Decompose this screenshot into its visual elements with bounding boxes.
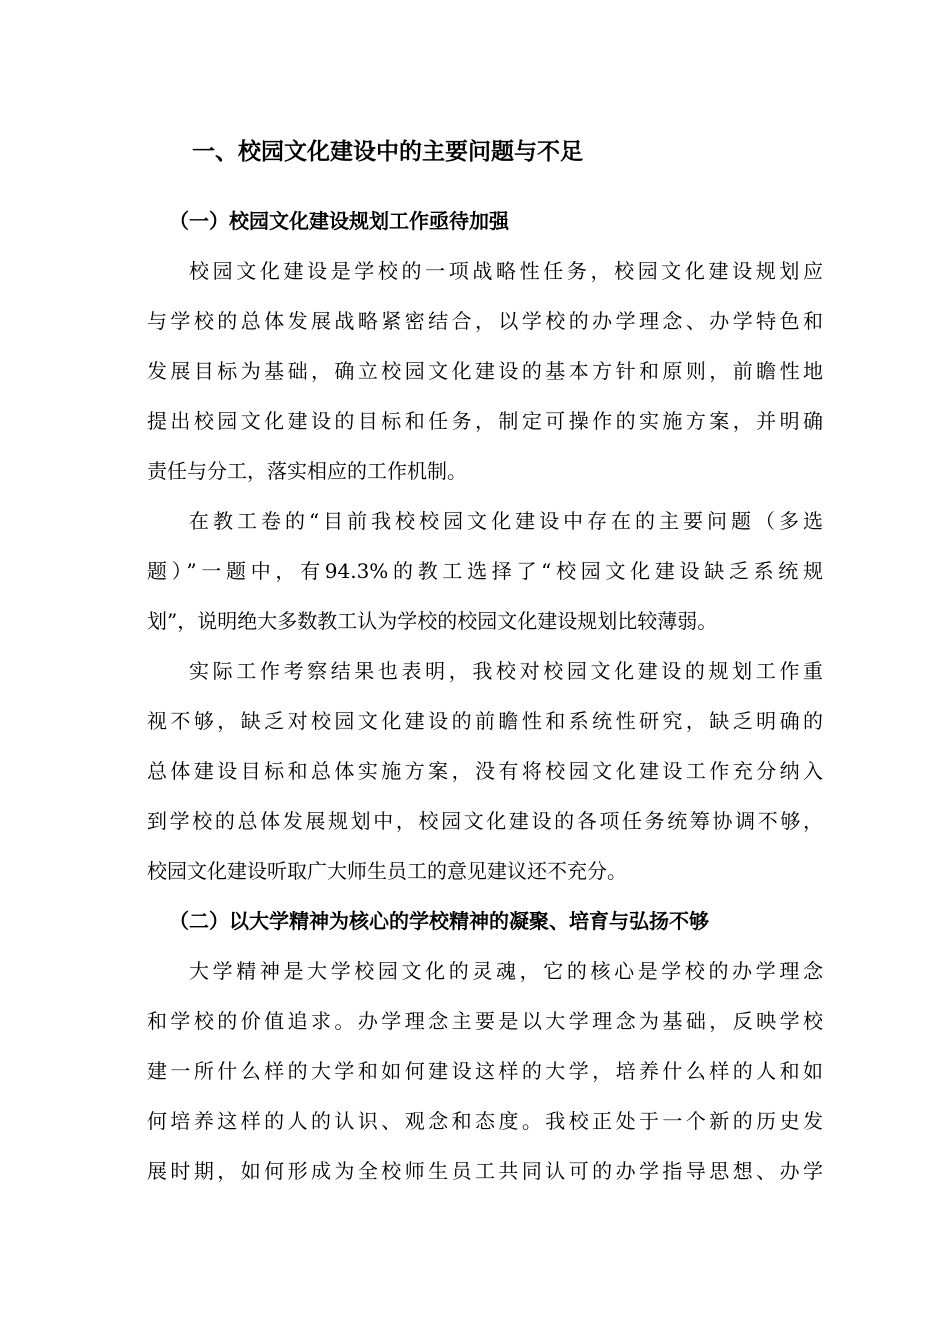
paragraph-line: 校园文化建设是学校的一项战略性任务，校园文化建设规划应	[189, 259, 823, 283]
section-heading-2: （二）以大学精神为核心的学校精神的凝聚、培育与弘扬不够	[169, 909, 709, 933]
section-heading-1: （一）校园文化建设规划工作亟待加强	[169, 209, 509, 233]
paragraph-line: 总体建设目标和总体实施方案，没有将校园文化建设工作充分纳入	[147, 759, 823, 783]
paragraph-line: 责任与分工，落实相应的工作机制。	[147, 459, 467, 483]
heading-main: 一、校园文化建设中的主要问题与不足	[192, 139, 583, 165]
paragraph-line: 何培养这样的人的认识、观念和态度。我校正处于一个新的历史发	[147, 1109, 823, 1133]
document-body	[147, 128, 823, 1196]
paragraph	[147, 946, 823, 1196]
paragraph-line: 划”，说明绝大多数教工认为学校的校园文化建设规划比较薄弱。	[147, 609, 718, 633]
paragraph	[147, 646, 823, 896]
paragraph-line: 视不够，缺乏对校园文化建设的前瞻性和系统性研究，缺乏明确的	[147, 709, 823, 733]
paragraph	[147, 246, 823, 496]
paragraph-line: 建一所什么样的大学和如何建设这样的大学，培养什么样的人和如	[147, 1059, 823, 1083]
paragraph-line: 和学校的价值追求。办学理念主要是以大学理念为基础，反映学校	[147, 1009, 823, 1033]
paragraph	[147, 496, 823, 646]
paragraph-line: 发展目标为基础，确立校园文化建设的基本方针和原则，前瞻性地	[147, 359, 823, 383]
paragraph-line: 大学精神是大学校园文化的灵魂，它的核心是学校的办学理念	[189, 959, 823, 983]
paragraph-line: 到学校的总体发展规划中，校园文化建设的各项任务统筹协调不够，	[147, 809, 823, 833]
paragraph-line: 在教工卷的“目前我校校园文化建设中存在的主要问题（多选	[189, 509, 823, 533]
paragraph-line: 提出校园文化建设的目标和任务，制定可操作的实施方案，并明确	[147, 409, 823, 433]
paragraph-line: 校园文化建设听取广大师生员工的意见建议还不充分。	[147, 859, 627, 883]
paragraph-line: 实际工作考察结果也表明，我校对校园文化建设的规划工作重	[189, 659, 823, 683]
paragraph-line: 展时期，如何形成为全校师生员工共同认可的办学指导思想、办学	[147, 1159, 823, 1183]
paragraph-line: 题）”一题中，有94.3%的教工选择了“校园文化建设缺乏系统规	[147, 559, 823, 583]
paragraph-line: 与学校的总体发展战略紧密结合，以学校的办学理念、办学特色和	[147, 309, 823, 333]
